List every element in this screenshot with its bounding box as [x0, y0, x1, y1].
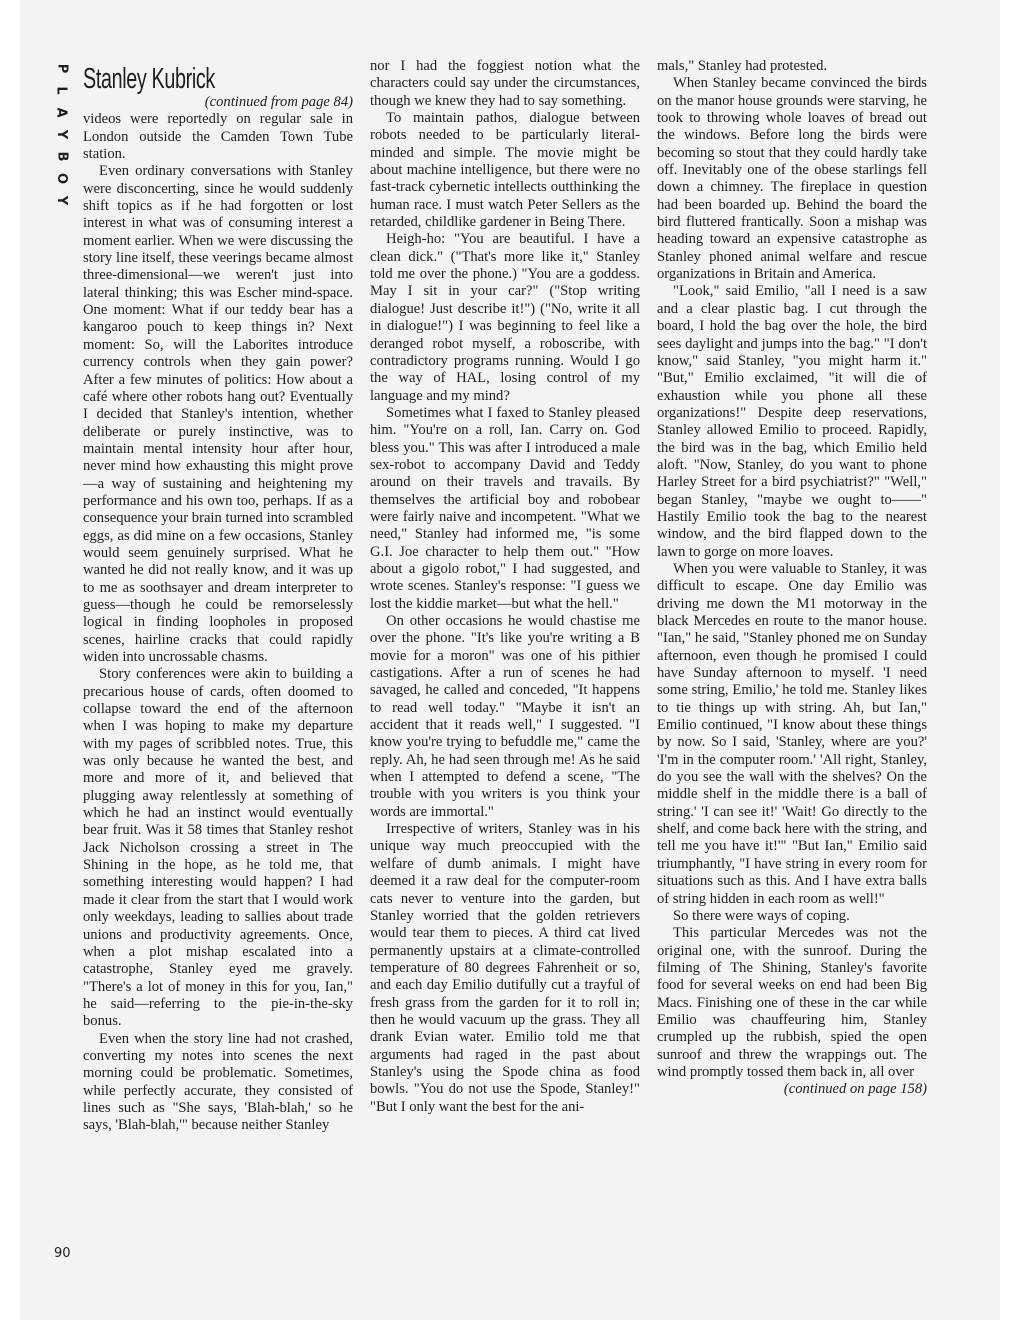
paragraph: Irrespective of writers, Stanley was in his unique way much preoccupied with the welfare of dumb animals. I might have deemed it a raw deal for the computer-room cats never to venture into the garden, but Stanley worried that the golden retrievers would tear them to pieces. A third cat lived permanently upstairs at a climate-controlled temperature of 80 degrees Fahrenheit or so, and each day Emilio dutifully cut a trayful of fresh grass from the garden for it to roll in; then he would vacuum up the grass. They all drank Evian water. Emilio told me that arguments had raged in the past about Stanley's using the Spode china as food bowls. "You do not use the Spode, Stanley!" "But I only want the best for the ani-: [370, 821, 640, 1115]
article-title: Stanley Kubrick: [83, 63, 215, 95]
paragraph: To maintain pathos, dialogue between robots needed to be particularly literal-minded and simple. The movie might be about machine intelligence, but there were no fast-track cybernetic intellects outthinking the human race. I must watch Peter Sellers as the retarded, childlike gardener in Being There.: [370, 110, 640, 231]
masthead-letter: Y: [53, 129, 69, 141]
paragraph: When you were valuable to Stanley, it was difficult to escape. One day Emilio was driving me down the M1 motorway in the black Mercedes en route to the manor house. "Ian," he said, "Stanley phoned me on Sunday afternoon, even though he promised I could have Sunday afternoon to myself. 'I need some string, Emilio,' he told me. Stanley likes to tie things up with string. Ah, but Ian," Emilio continued, "I know about these things by now. So I said, 'Stanley, where are you?' 'I'm in the computer room.' 'All right, Stanley, do you see the wall with the shelves? On the middle shelf in the middle there is a ball of string.' 'I can see it!' 'Wait! Go directly to the shelf, and come back here with the string, and tell me you have it!'" "But Ian," Emilio said triumphantly, "I have string in every room for situations such as this. And I have extra balls of string hidden in each room as well!": [657, 560, 927, 907]
paragraph: nor I had the foggiest notion what the characters could say under the circumstances, though we knew they had to say something.: [370, 58, 640, 109]
masthead-letter: B: [53, 151, 69, 163]
masthead-letter: O: [54, 172, 69, 186]
paragraph: On other occasions he would chastise me over the phone. "It's like you're writing a B movie for a moron" was one of his pithier castigations. After a run of scenes he had savaged, he called and conceded, "It happens to read well today." "Maybe it isn't an accident that it reads well," I suggested. "I know you're trying to befuddle me," came the reply. Ah, he had seen through me! As he said when I attempted to defend a scene, "The trouble with you writers is you think your words are immortal.": [370, 613, 640, 820]
text-column-2: [370, 58, 640, 1116]
paragraph: mals," Stanley had protested.: [657, 58, 828, 74]
paragraph: "Look," said Emilio, "all I need is a saw and a clear plastic bag. I cut through the board, I hold the bag over the hole, the bird sees daylight and jumps into the bag." "I don't know," said Stanley, "you might harm it." "But," Emilio exclaimed, "it will die of exhaustion while you phone all these organizations!" Despite deep reservations, Stanley allowed Emilio to proceed. Rapidly, the bird was in the bag, which Emilio held aloft. "Now, Stanley, do you want to phone Harley Street for a bird psychiatrist?" "Well," began Stanley, "maybe we ought to——" Hastily Emilio took the bag to the nearest window, and the bird flapped down to the lawn to gorge on more loaves.: [657, 283, 927, 560]
continued-to-note: (continued on page 158): [783, 1081, 927, 1098]
paragraph: Sometimes what I faxed to Stanley pleased him. "You're on a roll, Ian. Carry on. God bless you." This was after I introduced a male sex-robot to accompany David and Teddy around on their travels and travails. By themselves the artificial boy and robobear were fairly naive and incompetent. "What we need," Stanley had informed me, "is some G.I. Joe character to help them out." "How about a gigolo robot," I had suggested, and wrote scenes. Stanley's response: "I guess we lost the kiddie market—but what the hell.": [370, 404, 640, 612]
paragraph: When Stanley became convinced the birds on the manor house grounds were starving, he took to throwing whole loaves of bread out the windows. Before long the birds were becoming so stout that they could hardly take off. Inevitably one of the obese starlings fell down a chimney. The fireplace in question had been boarded up. Behind the board the bird fluttered frantically. Soon a mishap was heading toward an expensive catastrophe as Stanley phoned animal welfare and rescue organizations in Britain and America.: [657, 75, 927, 283]
paragraph: Even when the story line had not crashed, converting my notes into scenes the next morning could be problematic. Sometimes, while perfectly accurate, they consisted of lines such as "She says, 'Blah-blah,' so he says, 'Blah-blah,'" because neither Stanley: [83, 1030, 353, 1134]
text-column-1: [83, 64, 353, 1135]
paragraph: Heigh-ho: "You are beautiful. I have a clean dick." ("That's more like it," Stanley told me over the phone.) "You are a goddess. May I sit in your car?" ("Stop writing dialogue! Just describe it!") ("No, write it all in dialogue!") I was beginning to feel like a deranged robot myself, a roboscribe, with contradictory programs running. Would I go the way of HAL, losing control of my language and my mind?: [370, 231, 640, 404]
paragraph: So there were ways of coping.: [673, 907, 850, 924]
masthead-letter: L: [53, 86, 69, 96]
masthead-vertical: [53, 58, 69, 212]
page-number: 90: [54, 1246, 71, 1261]
masthead-letter: P: [54, 63, 69, 75]
continued-from-note: (continued from page 84): [204, 94, 353, 110]
paragraph: Even ordinary conversations with Stanley were disconcerting, since he would suddenly shift topics as if he had forgotten or lost interest in what was of consuming interest a moment earlier. When we were discussing the story line itself, these veerings became almost three-dimensional—we weren't just into lateral thinking; this was Escher mind-space. One moment: What if our teddy bear has a kangaroo pouch to keep things in? Next moment: So, will the Laborites introduce currency controls when they gain power? After a few minutes of politics: How about a café where other robots hang out? Eventually I decided that Stanley's intention, whether deliberate or purely instinctive, was to maintain mental intensity hour after hour, never mind how exhausting this might prove—a way of sustaining and heightening my performance and his own too, perhaps. If as a consequence your brain turned into scrambled eggs, as did mine on a few occasions, Stanley would seem genuinely surprised. What he wanted he did not really know, and it was up to me as soothsayer and dream interpreter to guess—though he could be remorselessly logical in finding loopholes in proposed scenes, hairline cracks that could rapidly widen into uncrossable chasms.: [83, 163, 353, 665]
paragraph: This particular Mercedes was not the original one, with the sunroof. During the filming of The Shining, Stanley's favorite food for several weeks on end had been Big Macs. Finishing one of these in the car while Emilio was chauffeuring him, Stanley crumpled up the rubbish, spied the open sunroof and threw the wrappings out. The wind promptly tossed them back in, all over: [657, 925, 927, 1080]
paragraph: videos were reportedly on regular sale in London outside the Camden Town Tube station.: [83, 111, 353, 163]
masthead-letter: A: [54, 107, 69, 119]
paragraph: Story conferences were akin to building a precarious house of cards, often doomed to collapse toward the end of the afternoon when I was hoping to make my departure with my pages of scribbled notes. True, this was only because he wanted the best, and more and more of it, and believed that plugging away relentlessly at something of which he had an instinct would eventually bear fruit. Was it 58 times that Stanley reshot Jack Nicholson crossing a street in The Shining in the hope, as he told me, that something interesting would happen? I had made it clear from the start that I would work only weekdays, leading to sallies about trade unions and productivity agreements. Once, when a plot mishap escalated into a catastrophe, Stanley eyed me gravely. "There's a lot of money in this for you, Ian," he said—referring to the pie-in-the-sky bonus.: [83, 666, 353, 1030]
text-column-3: [657, 58, 927, 1099]
masthead-letter: Y: [53, 195, 69, 207]
